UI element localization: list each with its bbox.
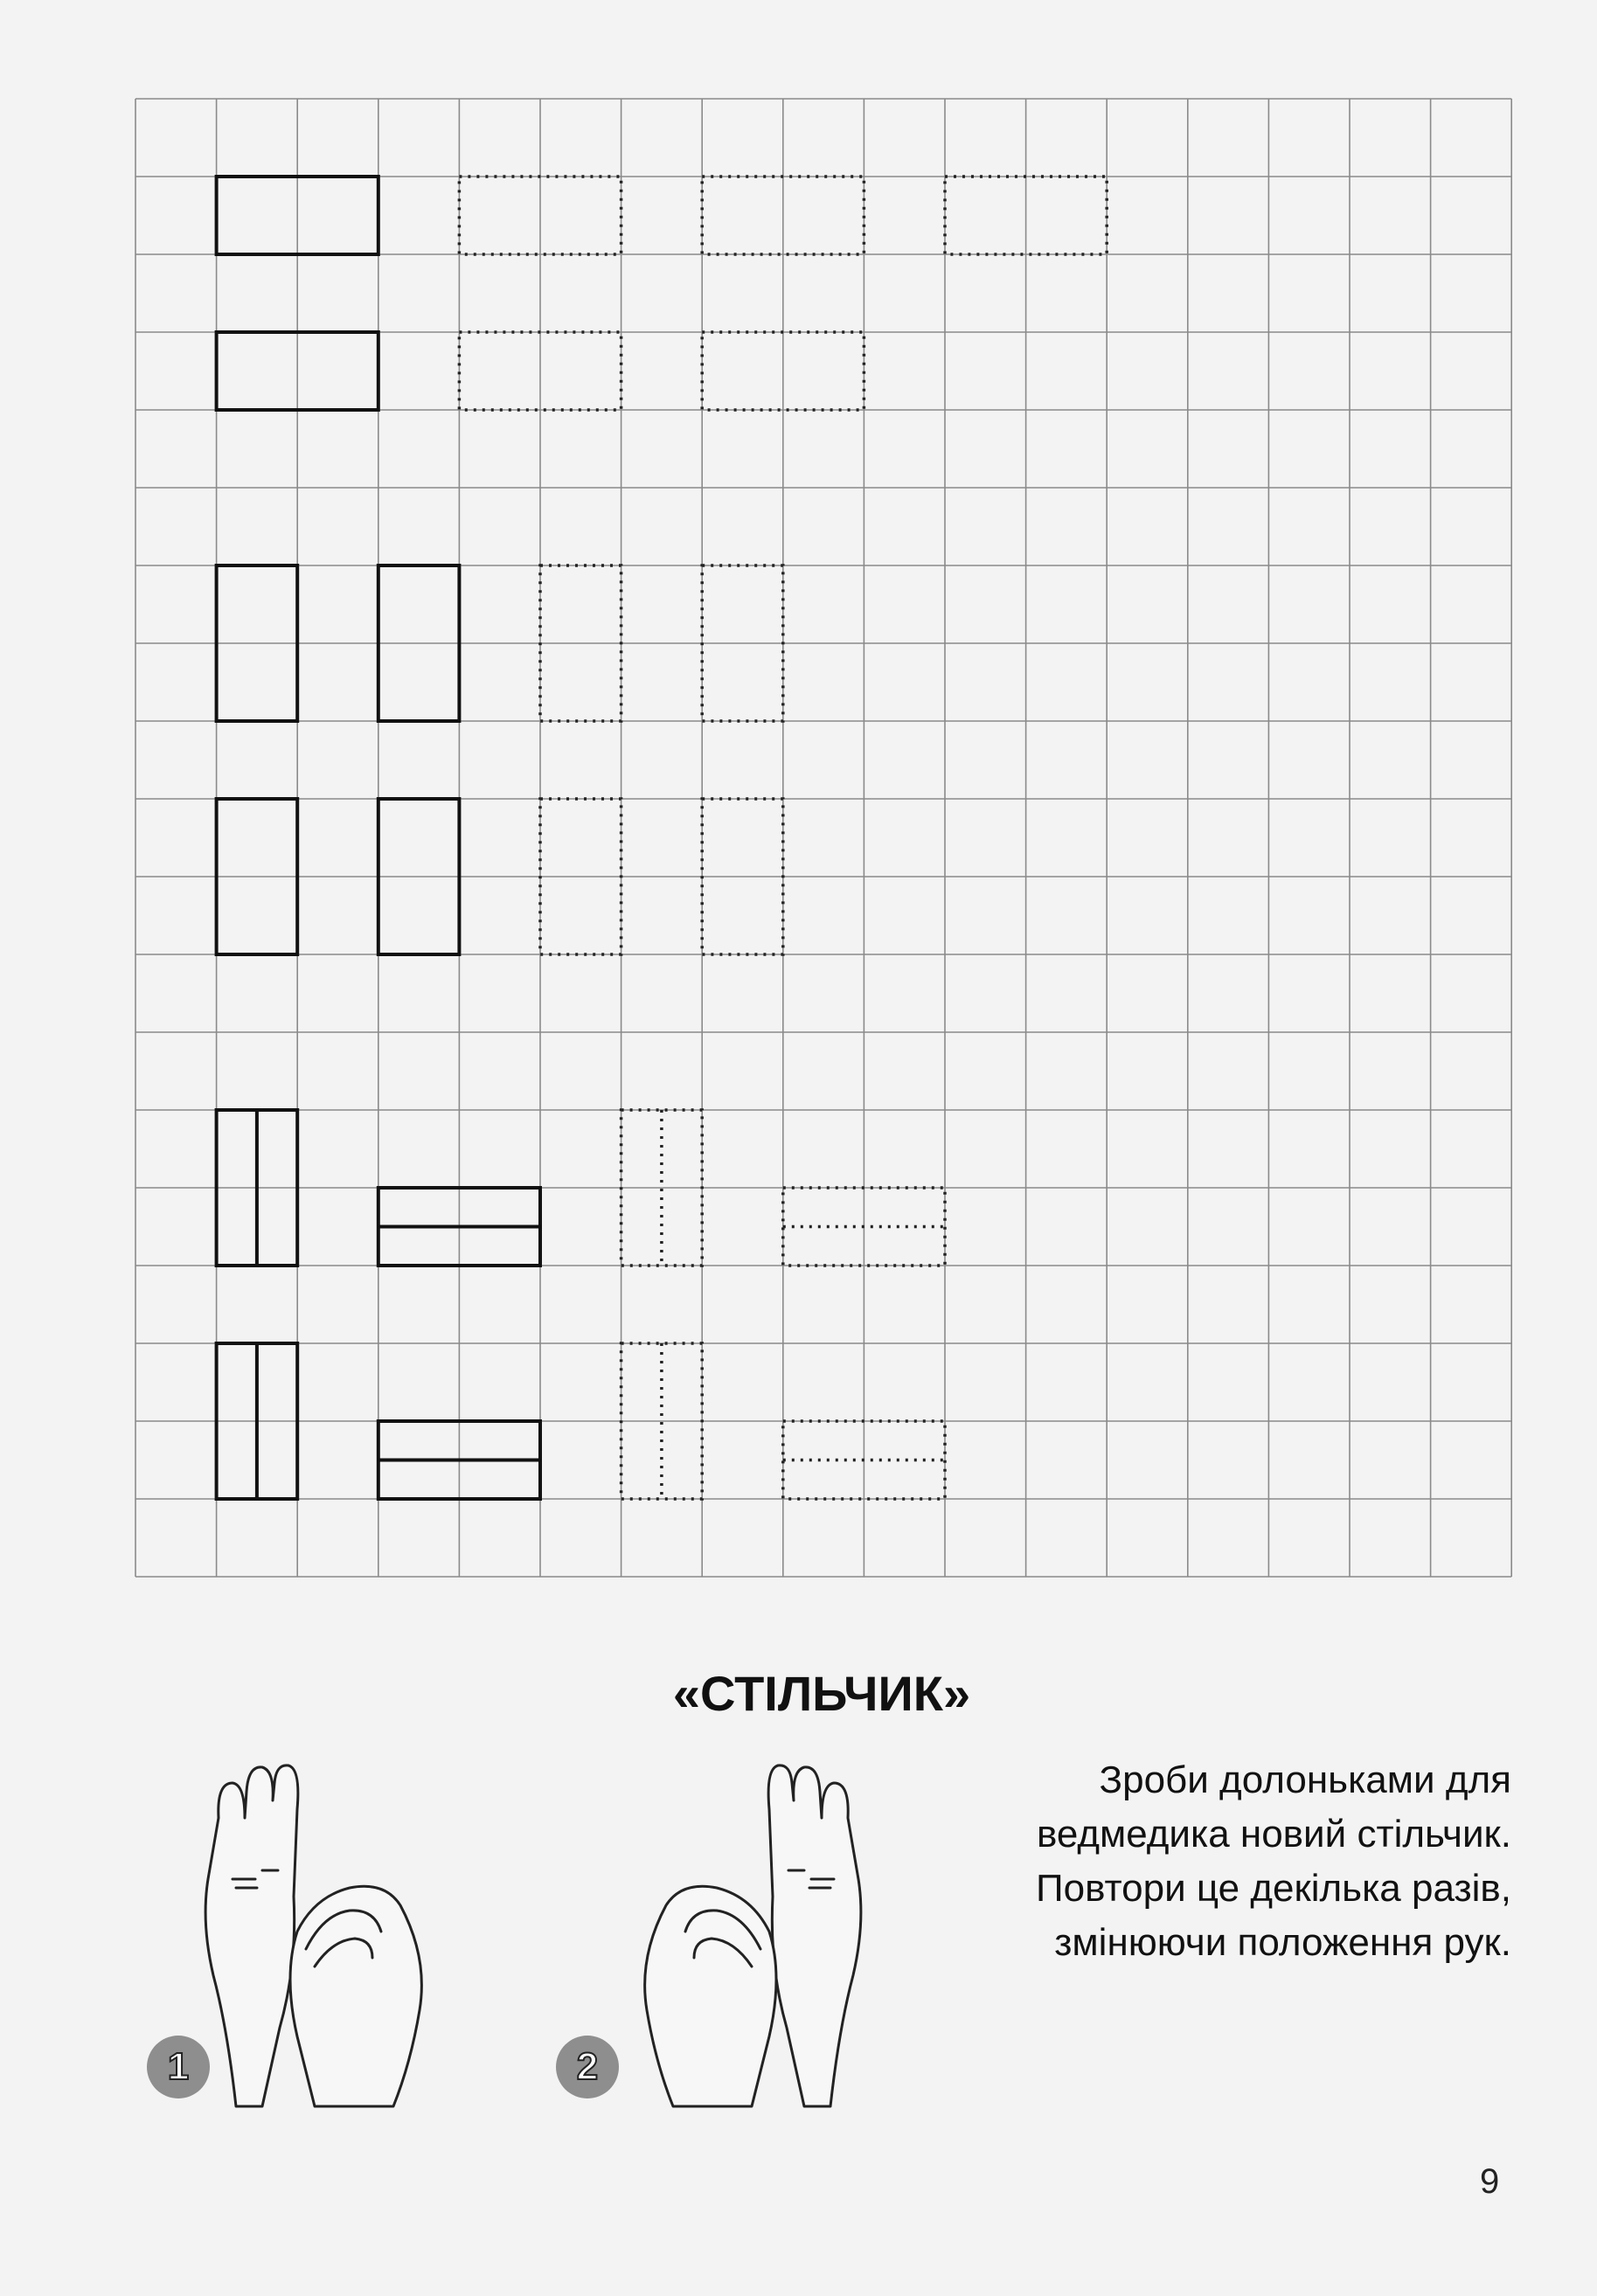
hands-illustration-step-2 xyxy=(612,1748,892,2115)
exercise-title: «СТІЛЬЧИК» xyxy=(672,1666,971,1721)
page-number: 9 xyxy=(1480,2162,1500,2201)
description-line: Повтори це декілька разів, xyxy=(1036,1867,1511,1910)
tracing-shapes xyxy=(217,177,1107,1499)
grid-lines xyxy=(135,99,1511,1577)
exercise-description xyxy=(1036,1753,1511,1970)
step-number: 2 xyxy=(576,2045,599,2088)
hands-illustration-step-1 xyxy=(175,1748,455,2115)
description-line: ведмедика новий стільчик. xyxy=(1036,1813,1511,1856)
step-badge-2 xyxy=(556,2036,619,2098)
description-line: змінюючи положення рук. xyxy=(1054,1921,1511,1964)
step-number: 1 xyxy=(167,2045,190,2088)
step-badge-1 xyxy=(147,2036,210,2098)
description-line: Зроби долоньками для xyxy=(1099,1758,1511,1801)
